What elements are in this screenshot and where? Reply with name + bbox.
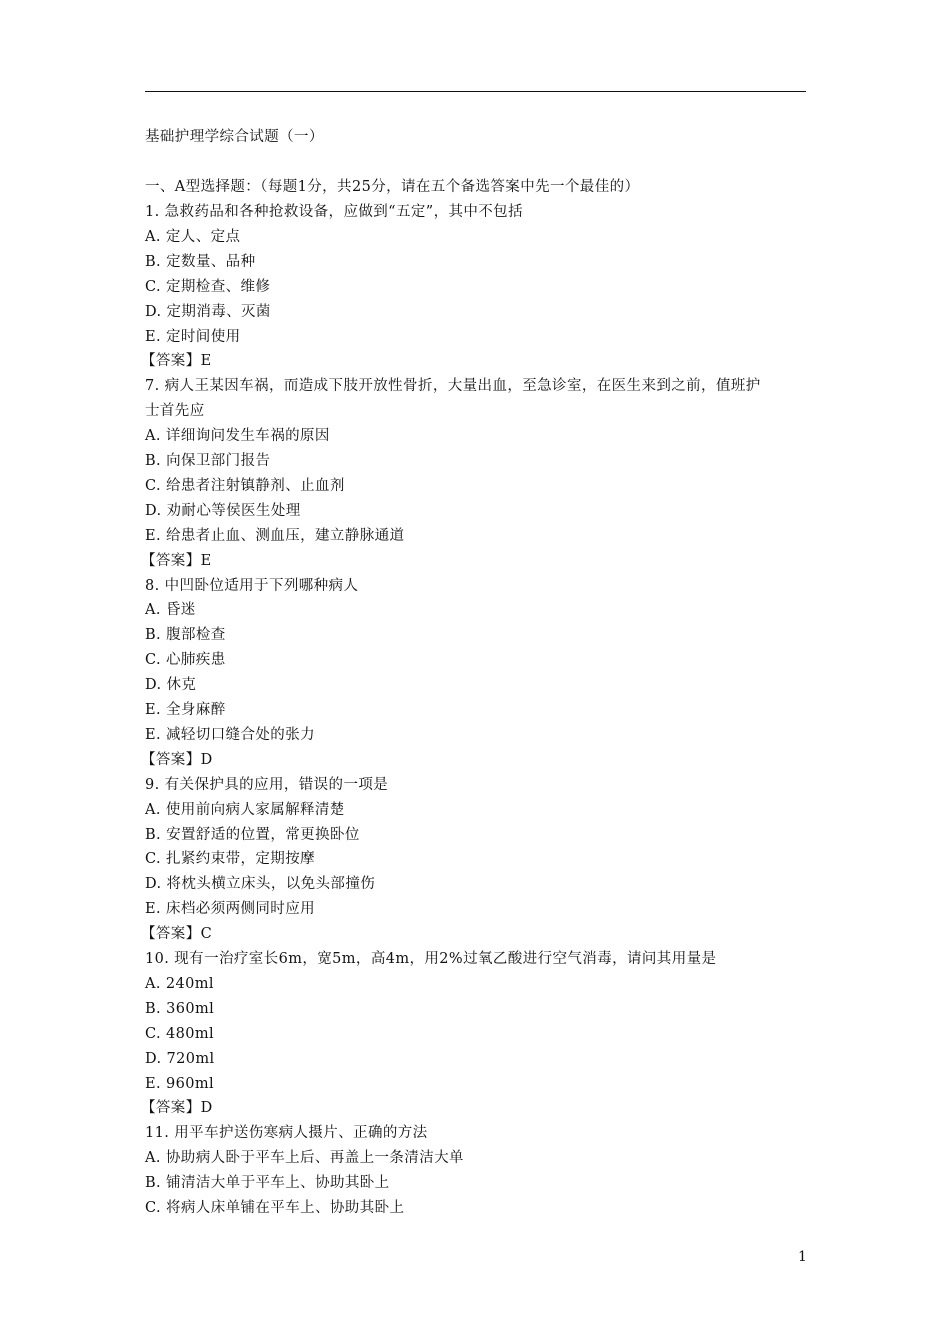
text-line: 士首先应 [145,403,205,420]
text-line: D. 720ml [145,1050,215,1067]
text-line: B. 定数量、品种 [145,253,256,270]
header-rule [145,91,806,92]
text-line: E. 床档必须两侧同时应用 [145,901,316,918]
text-line: A. 协助病人卧于平车上后、再盖上一条清洁大单 [145,1150,464,1167]
text-line: B. 铺清洁大单于平车上、协助其卧上 [145,1175,390,1192]
text-line: A. 240ml [145,975,214,992]
text-line: C. 心肺疾患 [145,652,226,669]
text-line: C. 扎紧约束带，定期按摩 [145,851,315,868]
page-number: 1 [798,1249,807,1265]
text-line: 【答案】E [141,353,212,370]
text-line: 【答案】C [141,926,213,943]
text-line: D. 将枕头横立床头，以免头部撞伤 [145,876,376,893]
text-line: B. 腹部检查 [145,627,226,644]
text-line: 8. 中凹卧位适用于下列哪种病人 [145,577,359,594]
text-line: E. 全身麻醉 [145,702,226,718]
text-line: C. 给患者注射镇静剂、止血剂 [145,477,345,494]
text-line: 9. 有关保护具的应用，错误的一项是 [145,776,389,793]
text-line: E. 定时间使用 [145,328,241,345]
text-line: 1. 急救药品和各种抢救设备，应做到“五定”，其中不包括 [145,204,523,220]
text-line: A. 使用前向病人家属解释清楚 [145,801,345,818]
text-line: D. 劝耐心等侯医生处理 [145,502,301,519]
text-line: E. 给患者止血、测血压，建立静脉通道 [145,527,405,544]
text-line: B. 安置舒适的位置，常更换卧位 [145,826,360,843]
text-line: 【答案】D [141,751,213,768]
text-line: A. 昏迷 [145,602,196,619]
text-line: E. 减轻切口缝合处的张力 [145,726,316,743]
document-title: 基础护理学综合试题（一） [145,129,324,145]
text-line: 11. 用平车护送伤寒病人摄片、正确的方法 [145,1125,428,1142]
text-line: B. 向保卫部门报告 [145,453,271,469]
text-line: 【答案】E [141,552,212,569]
text-line: C. 定期检查、维修 [145,278,271,295]
text-line: 7. 病人王某因车祸，而造成下肢开放性骨折，大量出血，至急诊室，在医生来到之前，值班护 [145,378,761,395]
text-line: D. 定期消毒、灭菌 [145,303,271,320]
text-line: C. 480ml [145,1025,215,1042]
text-line: A. 定人、定点 [145,228,241,245]
text-line: C. 将病人床单铺在平车上、协助其卧上 [145,1200,405,1216]
section-heading: 一、A型选择题：（每题1分，共25分，请在五个备选答案中先一个最佳的） [145,179,640,195]
text-line: A. 详细询问发生车祸的原因 [145,428,330,445]
text-line: E. 960ml [145,1075,215,1092]
text-line: B. 360ml [145,1000,215,1017]
text-line: 10. 现有一治疗室长6m，宽5m，高4m，用2%过氧乙酸进行空气消毒，请问其用量是 [145,951,717,967]
text-line: D. 休克 [145,677,197,694]
text-line: 【答案】D [141,1100,213,1117]
